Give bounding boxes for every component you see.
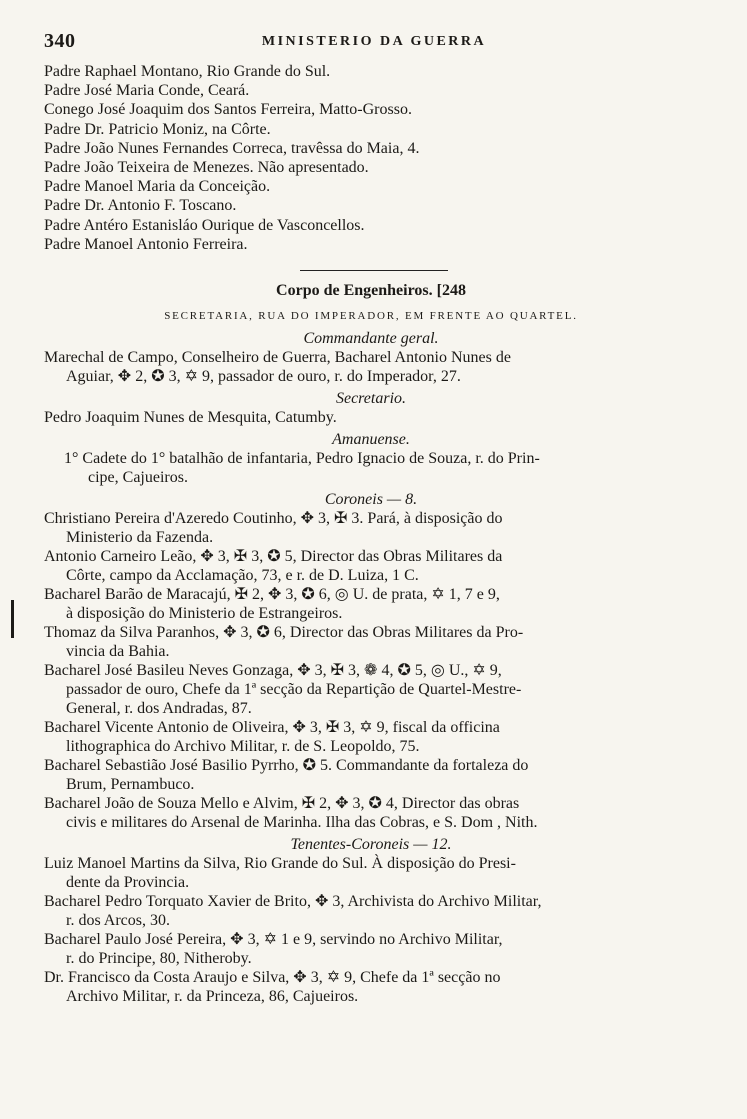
entry-continuation: lithographica do Archivo Militar, r. de S. Leopoldo, 75. bbox=[66, 738, 420, 755]
entry-continuation: Brum, Pernambuco. bbox=[66, 776, 195, 793]
coronel-entry bbox=[44, 585, 698, 623]
coronel-entry bbox=[44, 794, 698, 832]
priest-entry: Padre Antéro Estanisláo Ourique de Vasconcellos. bbox=[44, 216, 365, 234]
section-subtitle: SECRETARIA, RUA DO IMPERADOR, EM FRENTE AO QUARTEL. bbox=[164, 310, 578, 322]
coronel-entry bbox=[44, 661, 698, 718]
entry-continuation: Aguiar, ✥ 2, ✪ 3, ✡ 9, passador de ouro, r. do Imperador, 27. bbox=[66, 368, 461, 385]
entry-continuation: r. dos Arcos, 30. bbox=[66, 912, 170, 929]
entry-line: Bacharel Paulo José Pereira, ✥ 3, ✡ 1 e 9, servindo no Archivo Militar, bbox=[44, 931, 503, 948]
commandante-heading: Commandante geral. bbox=[303, 330, 439, 347]
priest-list bbox=[44, 62, 698, 254]
tenente-entry bbox=[44, 930, 698, 968]
entry-continuation: Côrte, campo da Acclamação, 73, e r. de D. Luiza, 1 C. bbox=[66, 567, 419, 584]
priest-entry: Padre Dr. Patricio Moniz, na Côrte. bbox=[44, 120, 271, 138]
coronel-entry bbox=[44, 509, 698, 547]
section-number: [248 bbox=[436, 282, 466, 299]
entry-continuation: dente da Provincia. bbox=[66, 874, 190, 891]
entry-continuation: cipe, Cajueiros. bbox=[88, 469, 188, 486]
entry-line: Thomaz da Silva Paranhos, ✥ 3, ✪ 6, Director das Obras Militares da Pro- bbox=[44, 624, 524, 641]
entry-continuation: Archivo Militar, r. da Princeza, 86, Cajueiros. bbox=[66, 988, 359, 1005]
entry-continuation: civis e militares do Arsenal de Marinha. Ilha das Cobras, e S. Dom , Nith. bbox=[66, 814, 538, 831]
priest-entry: Padre Raphael Montano, Rio Grande do Sul. bbox=[44, 63, 331, 80]
coronel-entry bbox=[44, 718, 698, 756]
priest-entry: Padre Dr. Antonio F. Toscano. bbox=[44, 197, 237, 215]
coroneis-heading: Coroneis — 8. bbox=[324, 491, 418, 508]
entry-line: Bacharel João de Souza Mello e Alvim, ✠ 2, ✥ 3, ✪ 4, Director das obras bbox=[44, 795, 520, 812]
priest-entry: Padre José Maria Conde, Ceará. bbox=[44, 82, 250, 100]
priest-entry: Padre João Nunes Fernandes Correca, travêssa do Maia, 4. bbox=[44, 139, 420, 157]
running-title: MINISTERIO DA GUERRA bbox=[261, 34, 487, 49]
tenente-entry bbox=[44, 968, 698, 1006]
coronel-entry bbox=[44, 756, 698, 794]
secretario-heading: Secretario. bbox=[335, 390, 407, 407]
priest-entry: Padre João Teixeira de Menezes. Não apresentado. bbox=[44, 159, 369, 177]
section-divider bbox=[300, 270, 448, 271]
entry-line: Bacharel Pedro Torquato Xavier de Brito, ✥ 3, Archivista do Archivo Militar, bbox=[44, 893, 542, 910]
section-title-row bbox=[44, 282, 698, 300]
page-number: 340 bbox=[44, 30, 76, 52]
entry-continuation: General, r. dos Andradas, 87. bbox=[66, 700, 252, 717]
entry-continuation: Ministerio da Fazenda. bbox=[66, 529, 214, 546]
entry-line: Luiz Manoel Martins da Silva, Rio Grande do Sul. À disposição do Presi- bbox=[44, 855, 516, 872]
priest-entry: Padre Manoel Maria da Conceição. bbox=[44, 178, 271, 196]
amanuense-heading: Amanuense. bbox=[332, 431, 410, 448]
entry-line: Dr. Francisco da Costa Araujo e Silva, ✥ 3, ✡ 9, Chefe da 1ª secção no bbox=[44, 969, 501, 986]
coronel-entry bbox=[44, 623, 698, 661]
entry-line: Bacharel Barão de Maracajú, ✠ 2, ✥ 3, ✪ 6, ◎ U. de prata, ✡ 1, 7 e 9, bbox=[44, 586, 500, 603]
priest-entry: Padre Manoel Antonio Ferreira. bbox=[44, 235, 248, 253]
entry-line: Bacharel Vicente Antonio de Oliveira, ✥ 3, ✠ 3, ✡ 9, fiscal da officina bbox=[44, 719, 500, 736]
tenente-entry bbox=[44, 854, 698, 892]
entry-continuation: passador de ouro, Chefe da 1ª secção da Repartição de Quartel-Mestre- bbox=[66, 681, 522, 698]
tenentes-heading: Tenentes-Coroneis — 12. bbox=[290, 836, 452, 853]
amanuense-entry bbox=[44, 449, 698, 487]
engineers-section bbox=[44, 282, 698, 1006]
margin-bracket-mark bbox=[11, 600, 14, 638]
entry-line: 1° Cadete do 1° batalhão de infantaria, Pedro Ignacio de Souza, r. do Prin- bbox=[64, 450, 540, 467]
entry-line: Bacharel Sebastião José Basilio Pyrrho, ✪ 5. Commandante da fortaleza do bbox=[44, 757, 529, 774]
entry-continuation: r. do Principe, 80, Nitheroby. bbox=[66, 950, 252, 967]
page-header bbox=[44, 30, 704, 56]
priest-entry: Conego José Joaquim dos Santos Ferreira, Matto-Grosso. bbox=[44, 101, 412, 119]
commandante-entry bbox=[44, 348, 698, 386]
secretario-entry: Pedro Joaquim Nunes de Mesquita, Catumby. bbox=[44, 409, 337, 426]
entry-continuation: à disposição do Ministerio de Estrangeiros. bbox=[66, 605, 343, 622]
tenente-entry bbox=[44, 892, 698, 930]
entry-line: Bacharel José Basileu Neves Gonzaga, ✥ 3, ✠ 3, ❁ 4, ✪ 5, ◎ U., ✡ 9, bbox=[44, 662, 502, 679]
entry-line: Antonio Carneiro Leão, ✥ 3, ✠ 3, ✪ 5, Director das Obras Militares da bbox=[44, 548, 503, 565]
entry-line: Christiano Pereira d'Azeredo Coutinho, ✥ 3, ✠ 3. Pará, à disposição do bbox=[44, 510, 503, 527]
entry-line: Marechal de Campo, Conselheiro de Guerra, Bacharel Antonio Nunes de bbox=[44, 349, 511, 366]
section-title: Corpo de Engenheiros. bbox=[276, 282, 433, 299]
coronel-entry bbox=[44, 547, 698, 585]
entry-continuation: vincia da Bahia. bbox=[66, 643, 170, 660]
